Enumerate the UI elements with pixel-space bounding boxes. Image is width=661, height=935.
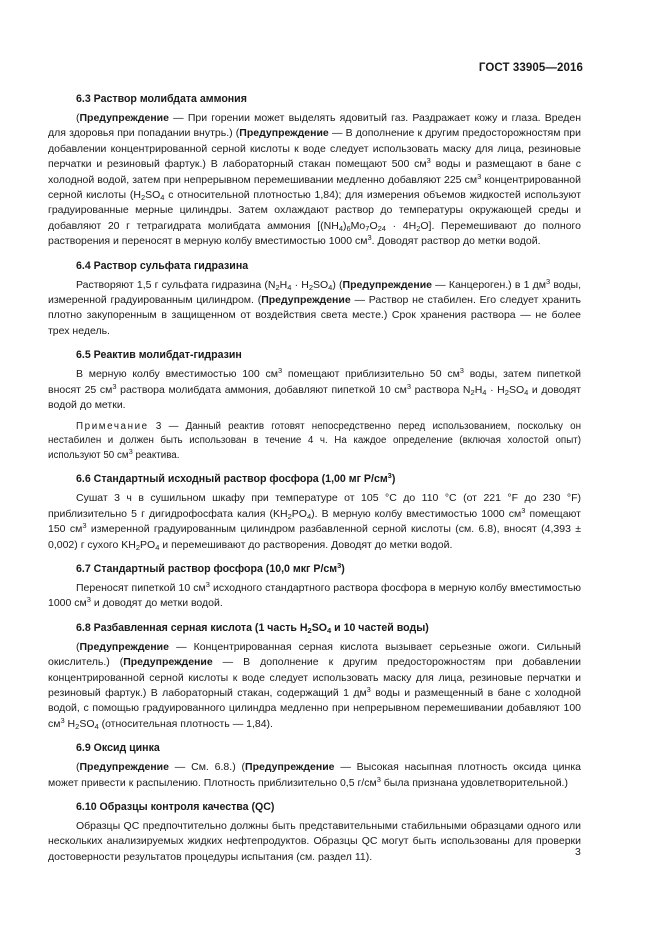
section-6-10-title: 6.10 Образцы контроля качества (QC) [76, 800, 275, 813]
section-6-9-title: 6.9 Оксид цинка [76, 742, 160, 755]
section-6-8-title: 6.8 Разбавленная серная кислота (1 часть $H_2SO_4$ и 10 частей воды) [76, 621, 429, 635]
section-6-9-text: (Предупреждение — См. 6.8.) (Предупреждение — Высокая насыпная плотность оксида цинка может привести к распылению. Плотность приблизительно 0,5 $г/см^3$ была признана удовлетворительной.) [48, 761, 581, 789]
section-6-4-text: Растворяют 1,5 г сульфата гидразина $(N_2H_4 \cdot H_2SO_4)$ (Предупреждение — Канцероген.) в 1 $дм^3$ воды, измеренной градуированным цилиндром. (Предупреждение — Раствор не стабилен. Его следует хранить плотно закупоренным в защищенном от воздействия света месте.) Срок хранения раствора — не более трех недель. [48, 276, 582, 337]
section-6-5-text: В мерную колбу вместимостью 100 $см^3$ помещают приблизительно 50 $см^3$ воды, затем пипеткой вносят 25 $см^3$ раствора молибдата аммония, добавляют пипеткой 10 $см^3$ раствора $N_2H_4 \cdot H_2SO_4$ и доводят водой до метки. [48, 366, 582, 412]
section-6-6-title: 6.6 Стандартный исходный раствор фосфора (1,00 мг $P/см^3$) [76, 471, 396, 486]
section-6-5-title: 6.5 Реактив молибдат-гидразин [76, 349, 242, 362]
section-6-7-title: 6.7 Стандартный раствор фосфора (10,0 мкг $P/см^3$) [76, 560, 345, 575]
section-6-6-text: Сушат 3 ч в сушильном шкафу при температуре от 105 °C до 110 °C (от 221 °F до 230 °F) приблизительно 5 г дигидрофосфата калия $(KH_2PO_4)$. В мерную колбу вместимостью 1000 $см^3$ помещают 150 $см^3$ измеренной градуированным цилиндром разбавленной серной кислоты (см. 6.8), вносят (4,393 ± 0,002) г сухого $KH_2PO_4$ и перемешивают до растворения. Доводят до метки водой. [48, 492, 582, 552]
section-6-5-note: Примечание 3 — Данный реактив готовят непосредственно перед использованием, поскольку он нестабилен и должен быть использован в течение 4 ч. На каждое определение (включая холостой опыт) используют 50 $см^3$ реактива. [48, 420, 581, 461]
section-6-4-title: 6.4 Раствор сульфата гидразина [76, 259, 249, 272]
section-6-10-text: Образцы QC предпочтительно должны быть представительными стабильными образцами одного или нескольких анализируемых жидких нефтепродуктов. Образцы QC могут быть использованы для проверки достоверности результатов процедуры испытания (см. раздел 11). [48, 819, 581, 863]
section-6-7-text: Переносят пипеткой 10 $см^3$ исходного стандартного раствора фосфора в мерную колбу вместимостью 1000 $см^3$ и доводят до метки водой. [48, 579, 581, 610]
section-6-3-text: (Предупреждение — При горении может выделять ядовитый газ. Раздражает кожу и глаза. Вреден для здоровья при попадании внутрь.) (Предупреждение — В дополнение к другим предосторожностям при добавлении концентрированной серной кислоты к воде следует использовать маску для лица, резиновые перчатки и резиновый фартук.) В лабораторный стакан помещают 500 $см^3$ воды и размещают в бане с холодной водой, затем при непрерывном перемешивании медленно добавляют 225 $см^3$ концентрированной серной кислоты ($H_2SO_4$ с относительной плотностью 1,84); для измерения объемов жидкостей используют градуированные мерные цилиндры. Затем охлаждают раствор до температуры окружающей среды и добавляют 20 г тетрагидрата молибдата аммония $[(NH_4)_6Mo_7O_{24} \cdot 4H_2O]$. Перемешивают до полного растворения и переносят в мерную колбу вместимостью 1000 $см^3$. Доводят раствор до метки водой. [48, 112, 582, 248]
page-number: 3 [575, 846, 581, 858]
document-body [48, 92, 581, 865]
document-header: ГОСТ 33905—2016 [478, 62, 583, 74]
section-6-3-title: 6.3 Раствор молибдата аммония [76, 93, 247, 105]
section-6-8-text: (Предупреждение — Концентрированная серная кислота вызывает серьезные ожоги. Сильный окислитель.) (Предупреждение — В дополнение к другим предосторожностям при добавлении концентрированной серной кислоты к воде следует использовать маску для лица, резиновые перчатки и резиновый фартук.) В лабораторный стакан, содержащий 1 $дм^3$ воды и размещенный в бане с холодной водой, с помощью градуированного цилиндра медленно при непрерывном перемешивании добавляют 100 $см^3$ $H_2SO_4$ (относительная плотность — 1,84). [48, 640, 581, 731]
